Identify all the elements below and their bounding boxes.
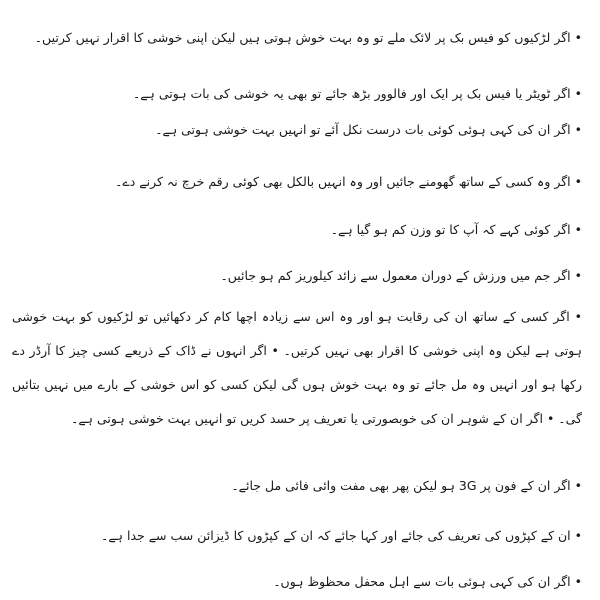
list-item: • ان کے کپڑوں کی تعریف کی جائے اور کہا جائے کہ ان کے کپڑوں کا ڈیزائن سب سے جدا ہے۔ — [101, 528, 582, 543]
list-item: • اگر ٹویٹر یا فیس بک پر ایک اور فالوور بڑھ جائے تو بھی یہ خوشی کی بات ہوتی ہے۔ — [132, 86, 582, 101]
list-item: • اگر کوئی کہے کہ آپ کا تو وزن کم ہو گیا ہے۔ — [330, 222, 582, 237]
list-item: • اگر جم میں ورزش کے دوران معمول سے زائد کیلوریز کم ہو جائیں۔ — [220, 268, 582, 283]
list-item: • اگر ان کی کہی ہوئی بات سے اہل محفل محظوظ ہوں۔ — [273, 574, 582, 589]
list-item-paragraph: • اگر کسی کے ساتھ ان کی رقابت ہو اور وہ اس سے زیادہ اچھا کام کر دکھائیں تو لڑکیوں کو بہت خوشی ہوتی ہے لیکن وہ اپنی خوشی کا اقرار بھی نہیں کرتیں۔ • اگر انہوں نے ڈاک کے ذریعے کسی چیز کا آرڈر دے رکھا ہو اور انہیں وہ مل جائے تو وہ بہت خوش ہوں گی لیکن کسی کو اس خوشی کے بارے میں نہیں بتائیں گی۔ • اگر ان کے شوہر ان کی خوبصورتی یا تعریف پر حسد کریں تو انہیں بہت خوشی ہوتی ہے۔ — [12, 309, 582, 426]
list-item: • اگر ان کی کہی ہوئی کوئی بات درست نکل آئے تو انہیں بہت خوشی ہوتی ہے۔ — [155, 122, 582, 137]
list-item: • اگر وہ کسی کے ساتھ گھومنے جائیں اور وہ انہیں بالکل بھی کوئی رقم خرچ نہ کرنے دے۔ — [115, 174, 582, 189]
list-item: • اگر ان کے فون پر 3G ہو لیکن پھر بھی مفت وائی فائی مل جائے۔ — [231, 478, 582, 493]
list-item: • اگر لڑکیوں کو فیس بک پر لائک ملے تو وہ بہت خوش ہوتی ہیں لیکن اپنی خوشی کا اقرار نہیں کرتیں۔ — [34, 30, 582, 45]
